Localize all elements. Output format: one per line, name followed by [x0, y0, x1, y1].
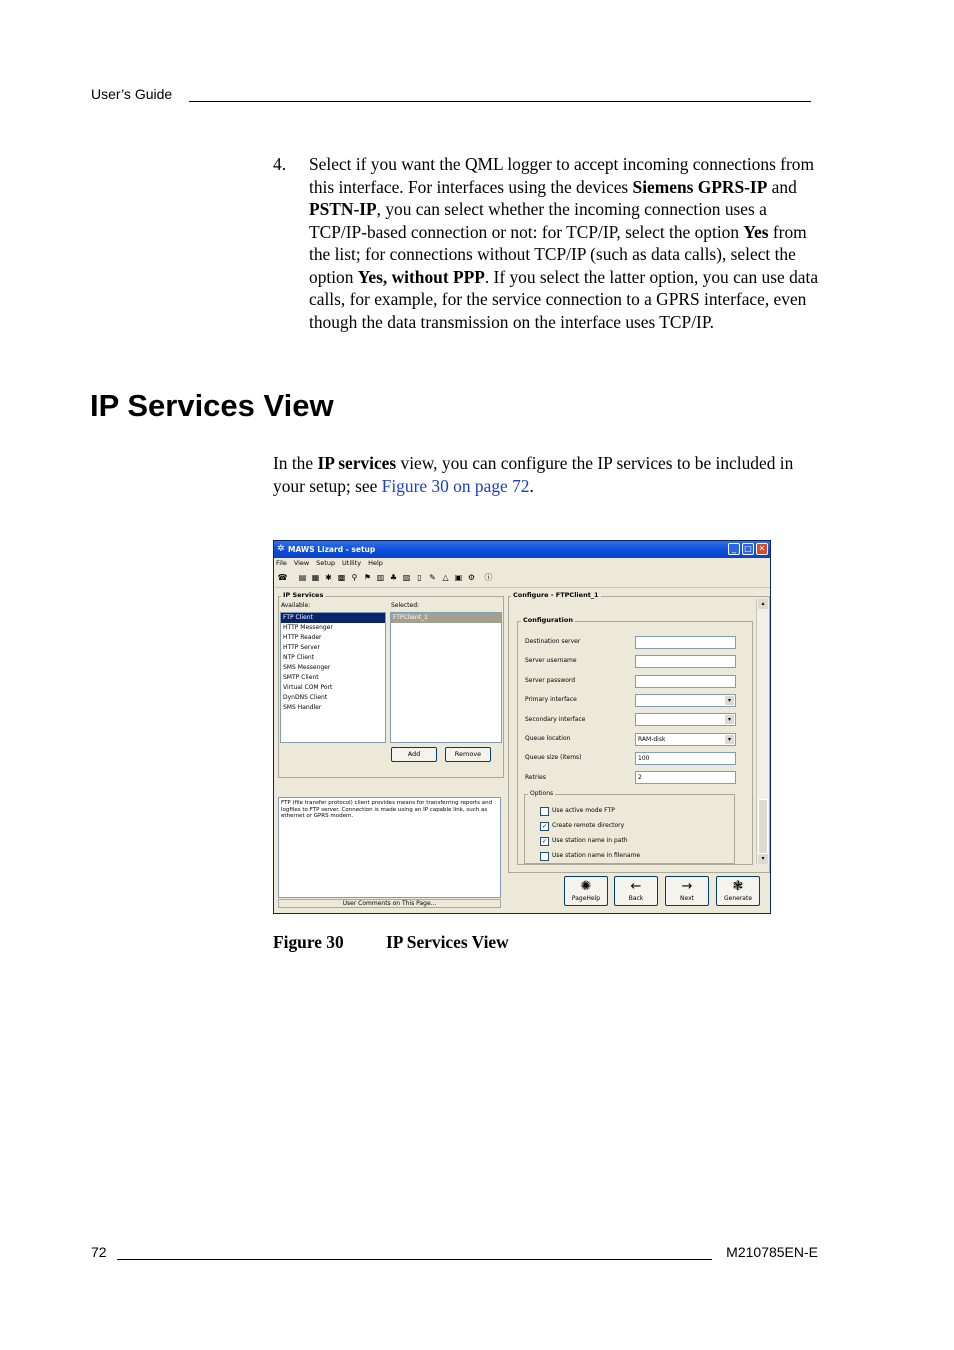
pen-icon[interactable]: ✎: [429, 573, 436, 582]
field-label: Queue location: [525, 735, 571, 742]
menu-utility[interactable]: Utility: [342, 559, 362, 567]
vertical-scrollbar[interactable]: [756, 599, 769, 864]
list-item[interactable]: SMS Handler: [283, 704, 322, 711]
checkbox-label: Use active mode FTP: [552, 807, 615, 814]
info-icon[interactable]: ⓘ: [484, 573, 493, 582]
step-bold-part: PSTN-IP: [309, 199, 377, 219]
chart-icon[interactable]: ▨: [402, 573, 411, 582]
doc-icon[interactable]: ▯: [417, 573, 422, 582]
figure-link[interactable]: Figure 30 on page 72: [381, 475, 530, 496]
document-id: M210785EN-E: [726, 1244, 818, 1260]
selected-list[interactable]: [390, 612, 502, 743]
list-item[interactable]: Virtual COM Port: [283, 684, 333, 691]
primary-interface-select[interactable]: [635, 694, 736, 707]
step-text-part: . If you select the latter option, you can use data calls, for example, for the service connection to a GPRS interface, even though the data transmission on the interface uses TCP/IP.: [309, 266, 819, 332]
step-number: 4.: [273, 154, 287, 174]
paragraph-text-part: .: [529, 475, 534, 496]
destination-server-input[interactable]: [635, 636, 736, 649]
lightbulb-icon: ✺: [580, 879, 592, 894]
comment-box[interactable]: FTP (file transfer protocol) client provides means for transferring reports and logfiles to FTP server. Connection is made using an IP capable link, such as ethernet or GPRS modem.: [278, 797, 501, 898]
field-label: Primary interface: [525, 696, 577, 703]
field-label: Queue size (items): [525, 754, 582, 761]
step-text: [309, 153, 819, 333]
step-text-part: and: [767, 176, 797, 197]
user-comments-button[interactable]: User Comments on This Page...: [278, 899, 501, 908]
title-bar: [274, 541, 770, 558]
table-icon[interactable]: ▩: [337, 573, 346, 582]
create-remote-dir-checkbox[interactable]: ✓: [541, 823, 548, 830]
list-item[interactable]: FTP Client: [281, 613, 385, 623]
selected-label: Selected:: [391, 602, 420, 609]
figure-title: IP Services View: [386, 932, 509, 952]
section-paragraph: [273, 452, 818, 497]
add-button[interactable]: Add: [391, 747, 437, 762]
picture-icon[interactable]: ▣: [454, 573, 463, 582]
button-label: Back: [628, 895, 644, 902]
list-item[interactable]: FTPClient_1: [391, 613, 501, 623]
field-label: Destination server: [525, 638, 581, 645]
button-label: Generate: [723, 895, 753, 902]
field-label: Retries: [525, 774, 546, 781]
header-text: User’s Guide: [91, 86, 173, 102]
close-button[interactable]: ✕: [756, 543, 768, 555]
step-text-part: from the list; for connections without TCP/IP (such as data calls), select the option: [309, 221, 807, 287]
server-password-input[interactable]: [635, 675, 736, 688]
page-number: 72: [91, 1244, 107, 1260]
step-text-part: Select if you want the QML logger to accept incoming connections from this interface. For interfaces using the devices: [309, 154, 814, 197]
field-label: Server password: [525, 677, 576, 684]
menu-setup[interactable]: Setup: [316, 559, 336, 567]
select-value: RAM-disk: [638, 736, 666, 743]
footer-rule: [117, 1259, 712, 1260]
figure-caption: [273, 932, 509, 953]
button-label: Next: [680, 895, 694, 902]
app-icon: ✲: [277, 544, 285, 554]
menu-bar: [276, 559, 388, 569]
flag-icon[interactable]: ⚑: [363, 573, 372, 582]
sensor-icon[interactable]: ✱: [325, 573, 332, 582]
settings-icon[interactable]: ⚙: [467, 573, 476, 582]
server-username-input[interactable]: [635, 655, 736, 668]
queue-location-select[interactable]: [635, 733, 736, 746]
station-name-path-checkbox[interactable]: ✓: [541, 838, 548, 845]
list-item[interactable]: HTTP Server: [283, 644, 320, 651]
list-item[interactable]: NTP Client: [283, 654, 315, 661]
step-text-part: , you can select whether the incoming connection uses a TCP/IP-based connection or not: for TCP/IP, select the option: [309, 199, 767, 242]
toolbar: [275, 571, 770, 588]
step-bold-part: Yes: [743, 221, 769, 242]
list-item[interactable]: HTTP Messenger: [283, 624, 333, 631]
active-mode-checkbox[interactable]: [540, 807, 549, 816]
ip-services-label: IP Services: [283, 591, 324, 599]
step-bold-part: Yes, without PPP: [357, 266, 485, 287]
bee-icon: ❃: [732, 879, 744, 894]
device-icon[interactable]: ▤: [298, 573, 307, 582]
generate-button[interactable]: [716, 876, 760, 906]
minimize-button[interactable]: _: [728, 543, 740, 555]
network-icon[interactable]: ♣: [389, 573, 398, 582]
field-label: Server username: [525, 657, 577, 664]
next-button[interactable]: [665, 876, 709, 906]
menu-view[interactable]: View: [293, 559, 310, 567]
checkbox-label: Use station name in filename: [552, 852, 641, 859]
remove-button[interactable]: Remove: [445, 747, 491, 762]
page-header: [91, 86, 811, 102]
chevron-down-icon[interactable]: ▾: [725, 715, 734, 724]
alarm-icon[interactable]: △: [442, 573, 449, 582]
arrow-right-icon: →: [681, 879, 693, 894]
header-rule: [189, 101, 811, 102]
grid-icon[interactable]: ▦: [311, 573, 320, 582]
scroll-up-icon[interactable]: ▴: [758, 599, 768, 609]
paragraph-bold-part: IP services: [317, 453, 397, 473]
button-label: PageHelp: [571, 895, 601, 902]
options-label: Options: [530, 790, 554, 797]
log-icon[interactable]: ▥: [376, 573, 385, 582]
list-item[interactable]: SMTP Client: [283, 674, 319, 681]
queue-size-input[interactable]: 100: [635, 752, 736, 765]
maximize-button[interactable]: □: [742, 543, 754, 555]
field-label: Secondary interface: [525, 716, 586, 723]
scroll-thumb[interactable]: [758, 799, 768, 854]
secondary-interface-select[interactable]: [635, 713, 736, 726]
available-label: Available:: [281, 602, 311, 609]
list-item[interactable]: SMS Messenger: [283, 664, 331, 671]
figure-number: Figure 30: [273, 932, 344, 952]
list-item[interactable]: DynDNS Client: [283, 694, 328, 701]
configuration-label: Configuration: [523, 616, 573, 624]
page-help-button[interactable]: [564, 876, 608, 906]
retries-input[interactable]: 2: [635, 771, 736, 784]
station-name-filename-checkbox[interactable]: [540, 852, 549, 861]
step-bold-part: Siemens GPRS-IP: [632, 176, 768, 197]
paragraph-text-part: In the: [273, 453, 318, 473]
phone-icon[interactable]: ☎: [277, 573, 288, 582]
app-window: [273, 540, 771, 914]
menu-help[interactable]: Help: [368, 559, 383, 567]
list-item[interactable]: HTTP Reader: [283, 634, 322, 641]
back-button[interactable]: [614, 876, 658, 906]
chevron-down-icon[interactable]: ▾: [725, 735, 734, 744]
paragraph-text-part: view, you can configure the IP services to be included in your setup; see: [273, 453, 794, 496]
run-icon[interactable]: ⚲: [351, 573, 358, 582]
chevron-down-icon[interactable]: ▾: [725, 696, 734, 705]
section-heading: IP Services View: [90, 388, 334, 423]
checkbox-label: Use station name in path: [552, 837, 628, 844]
checkbox-label: Create remote directory: [552, 822, 625, 829]
menu-file[interactable]: File: [276, 559, 287, 567]
window-title: MAWS Lizard - setup: [288, 545, 376, 554]
arrow-left-icon: ←: [630, 879, 642, 894]
scroll-down-icon[interactable]: ▾: [758, 854, 768, 864]
configure-title: Configure - FTPClient_1: [513, 591, 599, 599]
available-list[interactable]: [280, 612, 386, 743]
